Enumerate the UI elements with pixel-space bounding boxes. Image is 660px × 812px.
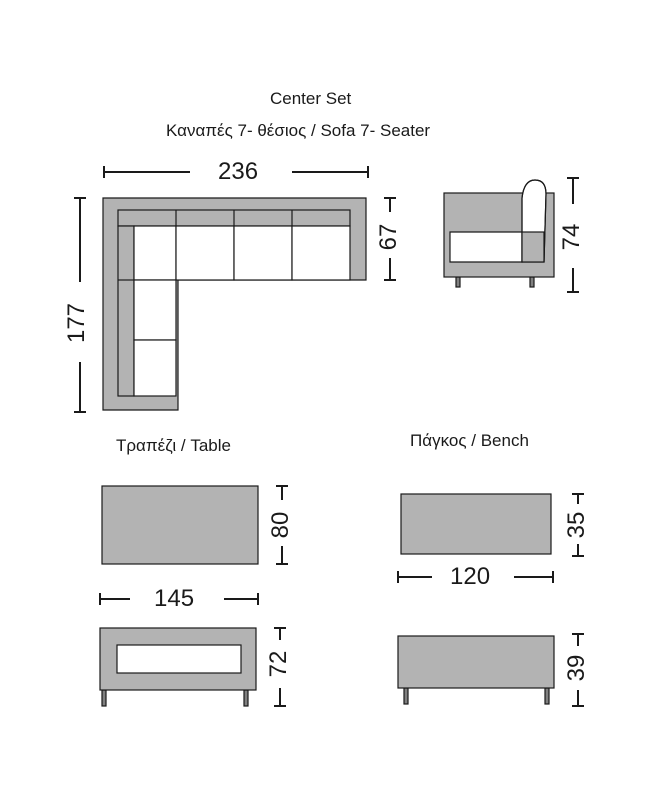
table-depth-label: 80 — [267, 511, 294, 539]
sofa-title: Καναπές 7- θέσιος / Sofa 7- Seater — [166, 121, 431, 140]
seat-cushion — [234, 226, 292, 280]
table-height-label: 72 — [265, 650, 292, 678]
bench-side-view — [398, 636, 554, 704]
table-glass-opening — [117, 645, 241, 673]
sofa-height-label: 74 — [558, 223, 585, 251]
bench-title: Πάγκος / Bench — [410, 431, 529, 450]
seat-cushion — [134, 340, 176, 396]
table-top-view — [102, 486, 258, 564]
table-side-view — [100, 628, 256, 706]
sofa-width-label: 236 — [218, 158, 259, 185]
seat-cushion — [134, 226, 176, 280]
seat-cushion — [176, 226, 234, 280]
sofa-depth-label: 177 — [63, 302, 90, 344]
sofa-top-view — [103, 198, 366, 410]
seat-cushion — [134, 280, 176, 340]
sofa-side-strip — [118, 226, 134, 396]
bench-depth-label: 35 — [563, 511, 590, 539]
bench-length-label: 120 — [450, 563, 491, 590]
bench-height-label: 39 — [563, 654, 590, 682]
table-length-label: 145 — [154, 585, 195, 612]
seat-cushion — [292, 226, 350, 280]
sofa-seat-depth-label: 67 — [375, 223, 402, 251]
side-seat — [450, 232, 522, 262]
sofa-side-view — [444, 180, 554, 287]
set-title: Center Set — [270, 89, 352, 108]
bench-top-view — [401, 494, 551, 554]
table-title: Τραπέζι / Table — [116, 436, 231, 455]
